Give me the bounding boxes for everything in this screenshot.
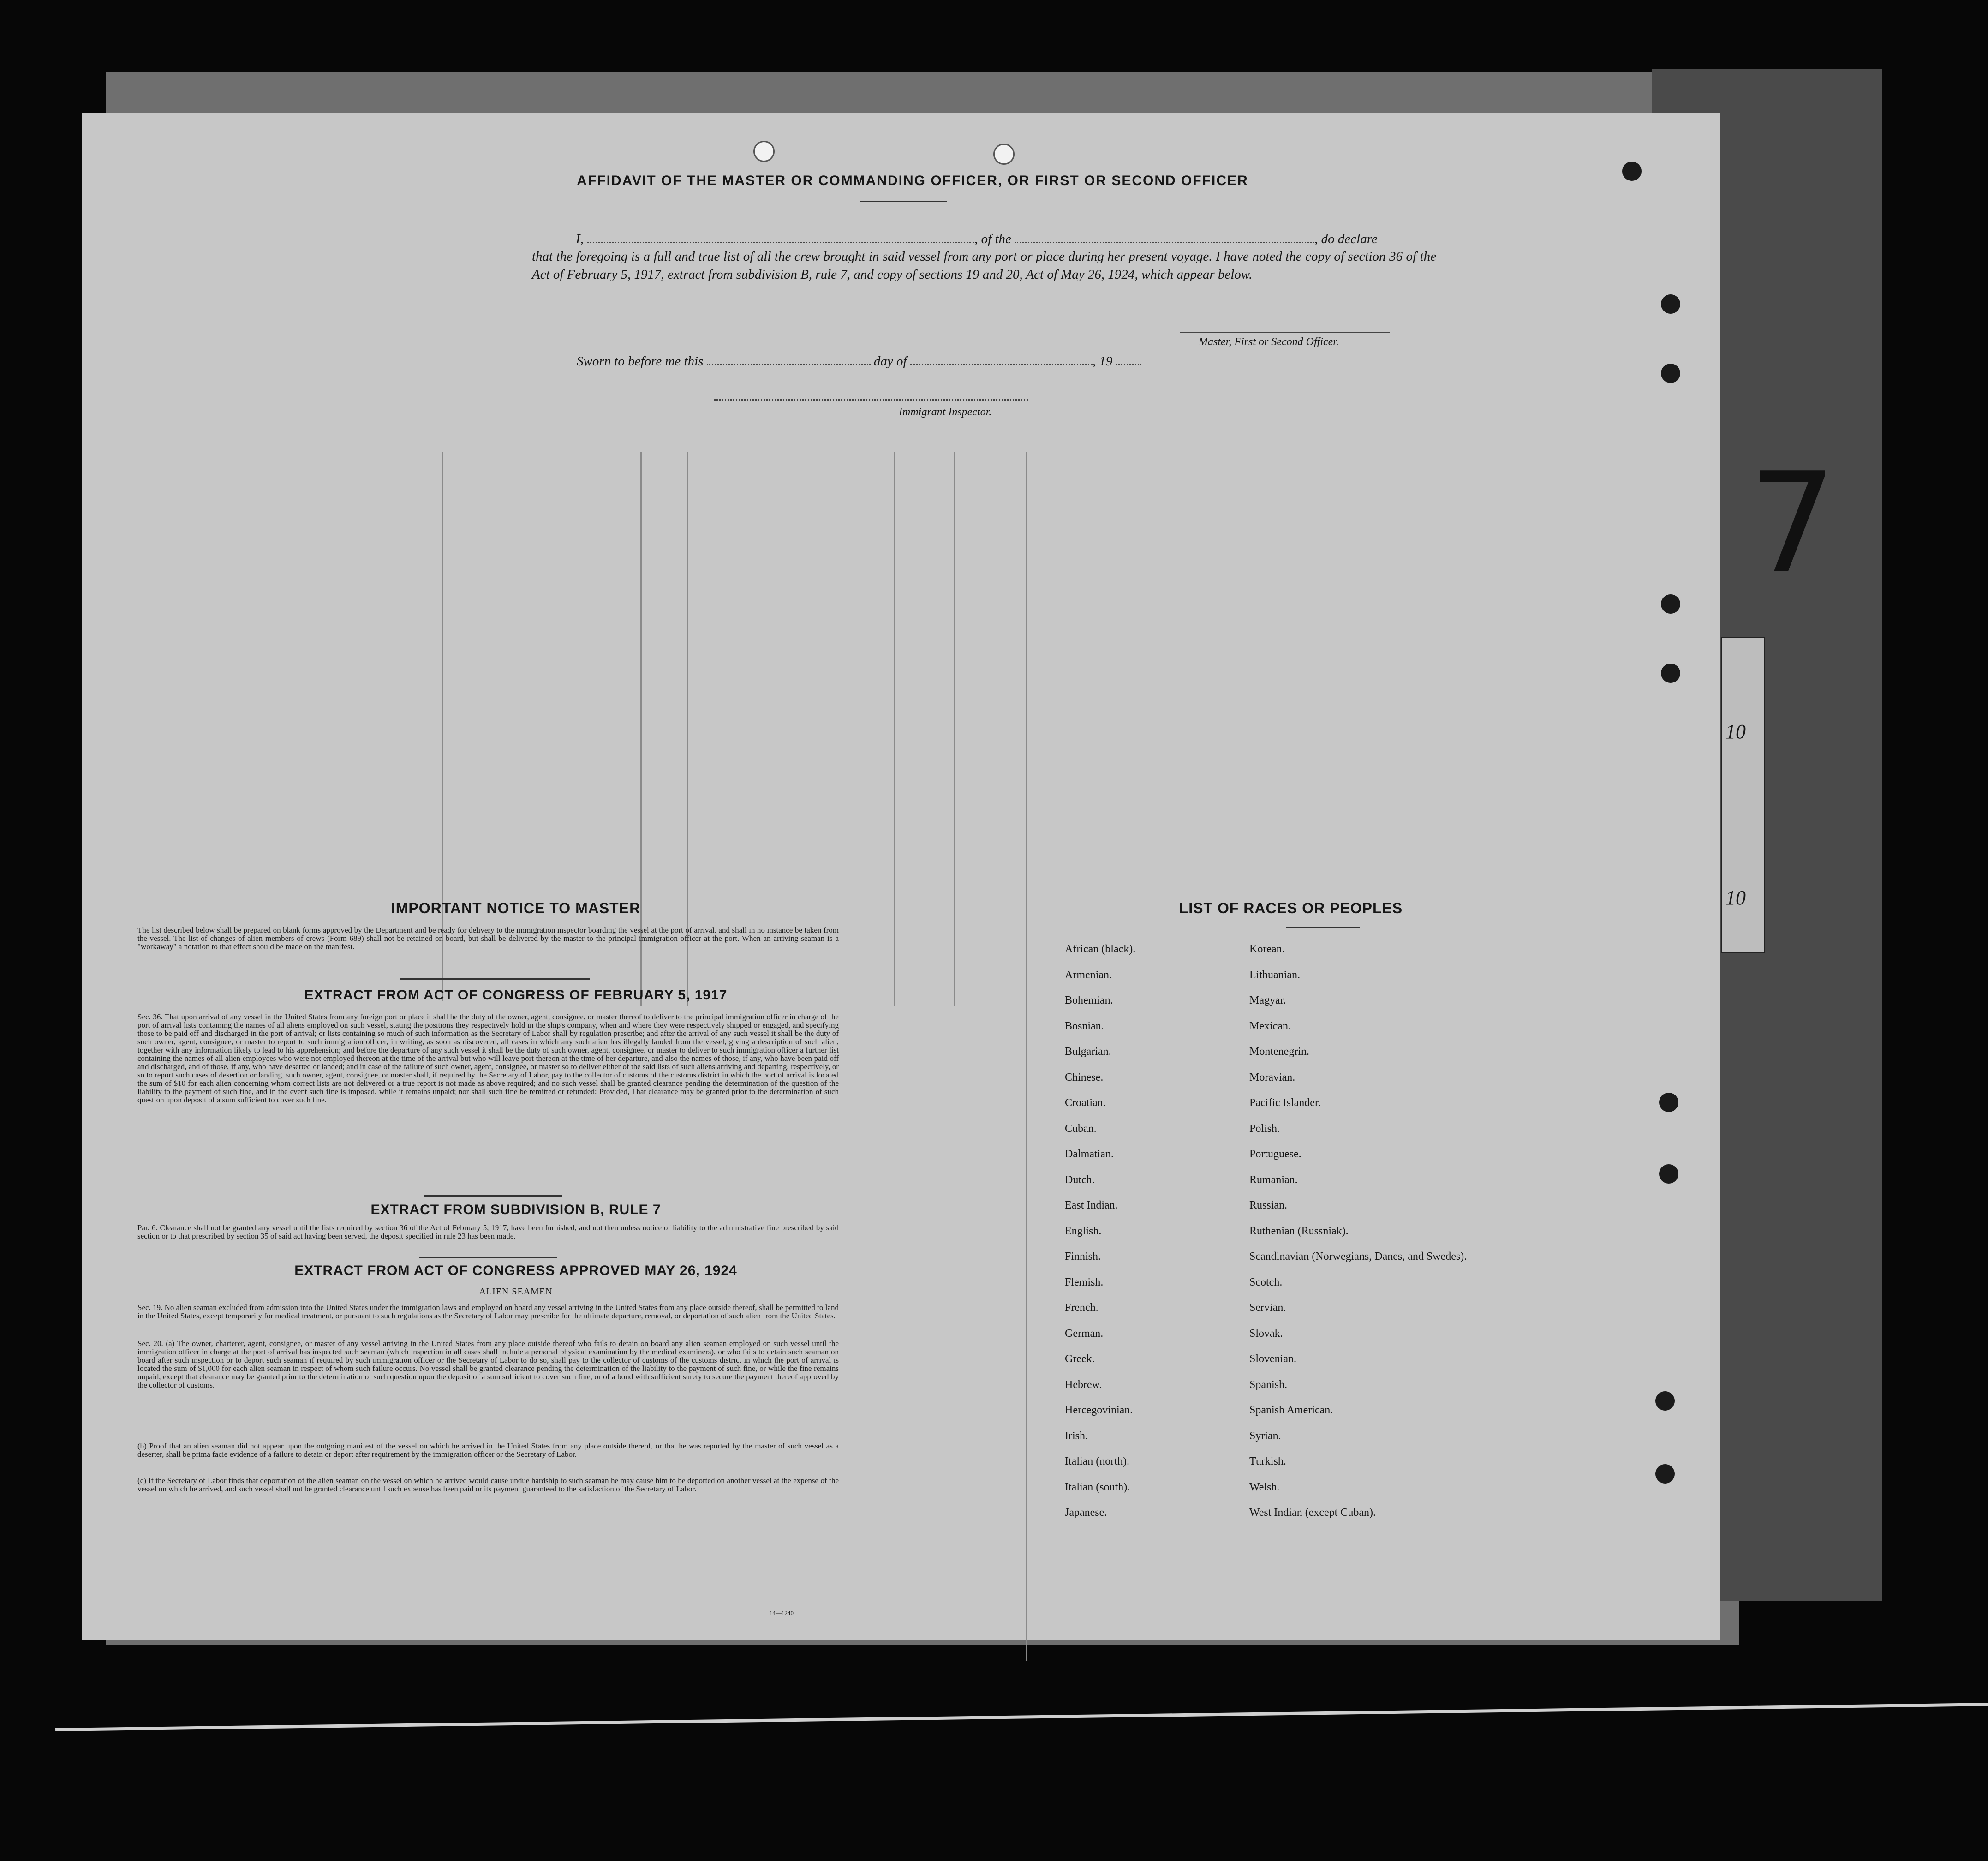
binder-hole (1661, 364, 1680, 383)
inspector-signature-line[interactable] (714, 399, 1028, 401)
declaration-pronoun: I, (576, 232, 584, 246)
race-item: Servian. (1249, 1302, 1286, 1314)
race-item: East Indian. (1065, 1199, 1118, 1211)
binder-hole (1655, 1391, 1675, 1411)
race-item: Dalmatian. (1065, 1148, 1114, 1160)
notice-title: IMPORTANT NOTICE TO MASTER (391, 900, 641, 916)
race-item: Hercegovinian. (1065, 1404, 1133, 1416)
column-rule (640, 452, 642, 1006)
race-item: Syrian. (1249, 1430, 1281, 1442)
binder-hole (1622, 162, 1642, 181)
sworn-year-prefix: , 19 (1092, 354, 1113, 369)
column-rule (894, 452, 895, 1006)
extract-1924-subtitle: ALIEN SEAMEN (479, 1287, 553, 1297)
officer-name-field[interactable] (587, 231, 974, 243)
race-item: French. (1065, 1302, 1098, 1314)
race-item: Bosnian. (1065, 1020, 1104, 1032)
column-rule (687, 452, 688, 1006)
race-item: Italian (south). (1065, 1481, 1130, 1493)
binder-hole (1659, 1164, 1678, 1184)
affidavit-title: AFFIDAVIT OF THE MASTER OR COMMANDING OFFICER, OR FIRST OR SECOND OFFICER (577, 173, 1248, 188)
race-item: Spanish American. (1249, 1404, 1333, 1416)
race-item: Pacific Islander. (1249, 1097, 1321, 1109)
sworn-prefix: Sworn to before me this (577, 354, 704, 369)
race-item: Ruthenian (Russniak). (1249, 1225, 1349, 1237)
races-list-right (1249, 944, 1467, 1533)
race-item: Slovenian. (1249, 1353, 1296, 1365)
extract-1924-sec20a: Sec. 20. (a) The owner, charterer, agent, consignee, or master of any vessel arriving in the United States from any place outside thereof who fails to detain on board any alien seaman employed on such vessel until the immigration officer in charge at the port of arrival has inspected such seaman (which inspection in all cases shall include a personal physical examination by the medical examiners), or who fails to detain such seaman on board after such inspection or to deport such seaman if required by such immigration officer or the Secretary of Labor to do so, shall pay to the collector of customs of the customs district in which the port of arrival is located the sum of $1,000 for each alien seaman in respect of whom such failure occurs. No vessel shall be granted clearance pending the determination of the liability to the payment of such fine, or while the fine remains unpaid, except that clearance may be granted prior to the determination of such question upon the deposit of a sum sufficient to cover such fine, or of a bond with sufficient surety to secure the payment thereof approved by the collector of customs. (137, 1339, 839, 1389)
sworn-month-field[interactable] (910, 353, 1093, 365)
binder-hole (1659, 1093, 1678, 1112)
section-rule (419, 1257, 557, 1258)
race-item: African (black). (1065, 943, 1136, 955)
form-number: 14—1240 (770, 1610, 794, 1616)
sworn-year-field[interactable] (1116, 353, 1141, 365)
race-item: Irish. (1065, 1430, 1088, 1442)
race-item: Bulgarian. (1065, 1046, 1111, 1058)
races-title: LIST OF RACES OR PEOPLES (1179, 900, 1403, 916)
title-rule (860, 201, 947, 202)
extract-1924-title: EXTRACT FROM ACT OF CONGRESS APPROVED MAY 26, 1924 (294, 1263, 737, 1278)
race-item: Rumanian. (1249, 1173, 1298, 1186)
tab-handwritten-top: 10 (1725, 720, 1746, 743)
race-item: Italian (north). (1065, 1455, 1129, 1467)
race-item: Flemish. (1065, 1276, 1104, 1288)
column-rule (1026, 452, 1027, 1661)
extract-rule7-text: Par. 6. Clearance shall not be granted any vessel until the lists required by section 36 of the Act of February 5, 1917, have been furnished, and not then unless notice of liability to the administrative fine prescribed by said section or to that prescribed by section 35 of said act having been served, the deposit specified in rule 23 has been made. (137, 1223, 839, 1240)
race-item: Finnish. (1065, 1251, 1101, 1263)
vessel-name-field[interactable] (1015, 231, 1314, 243)
race-item: Lithuanian. (1249, 969, 1300, 981)
extract-1924-sec19: Sec. 19. No alien seaman excluded from admission into the United States under the immigration laws and employed on board any vessel arriving in the United States from any place outside thereof, shall be permitted to land in the United States, except temporarily for medical treatment, or pursuant to such regulations as the Secretary of Labor may prescribe for the ultimate departure, removal, or deportation of such alien from the United States. (137, 1303, 839, 1320)
race-item: Scandinavian (Norwegians, Danes, and Swedes). (1249, 1251, 1467, 1263)
race-item: Hebrew. (1065, 1378, 1102, 1391)
race-item: Bohemian. (1065, 994, 1113, 1006)
race-item: Magyar. (1249, 994, 1286, 1006)
declaration-of-the: , of the (974, 232, 1011, 246)
declaration-row (576, 231, 1378, 247)
race-item: Armenian. (1065, 969, 1112, 981)
punch-hole (993, 144, 1015, 165)
binder-hole (1661, 594, 1680, 614)
handwritten-page-mark: 7 (1749, 443, 1837, 604)
section-rule (400, 978, 590, 980)
sworn-row (577, 353, 1141, 369)
race-item: Turkish. (1249, 1455, 1286, 1467)
race-item: Russian. (1249, 1199, 1288, 1211)
race-item: Montenegrin. (1249, 1046, 1309, 1058)
race-item: Spanish. (1249, 1378, 1288, 1391)
race-item: Welsh. (1249, 1481, 1280, 1493)
punch-hole (753, 141, 775, 162)
race-item: Slovak. (1249, 1327, 1283, 1340)
extract-1917-title: EXTRACT FROM ACT OF CONGRESS OF FEBRUARY 5, 1917 (304, 987, 728, 1003)
race-item: Scotch. (1249, 1276, 1283, 1288)
declaration-body: that the foregoing is a full and true list of all the crew brought in said vessel from any port or place during her present voyage. I have noted the copy of section 36 of the Act of February 5, 1917, extract from subdivision B, rule 7, and copy of sections 19 and 20, Act of May 26, 1924, which appear below. (532, 249, 1436, 282)
extract-1924-sec20c: (c) If the Secretary of Labor finds that deportation of the alien seaman on the vessel on which he arrived would cause undue hardship to such seaman he may cause him to be deported on another vessel at the expense of the vessel on which he arrived, and such vessel shall not be granted clearance until such expense has been paid or its payment guaranteed to the satisfaction of the Secretary of Labor. (137, 1476, 839, 1493)
race-item: Cuban. (1065, 1122, 1097, 1135)
section-rule (424, 1195, 562, 1197)
binder-hole (1655, 1464, 1675, 1484)
races-rule (1286, 927, 1360, 928)
extract-rule7-title: EXTRACT FROM SUBDIVISION B, RULE 7 (370, 1202, 661, 1217)
extract-1924-sec20b: (b) Proof that an alien seaman did not appear upon the outgoing manifest of the vessel on which he arrived in the United States from any place outside thereof, or that he was reported by the master of such vessel as a deserter, shall be prima facie evidence of a failure to detain or deport after requirement by the immigration officer or the Secretary of Labor. (137, 1442, 839, 1459)
declaration-do-declare: , do declare (1314, 232, 1378, 246)
binder-hole (1661, 294, 1680, 314)
race-item: Portuguese. (1249, 1148, 1301, 1160)
sworn-day-of: day of (873, 354, 907, 369)
race-item: English. (1065, 1225, 1102, 1237)
race-item: Dutch. (1065, 1173, 1095, 1186)
race-item: Croatian. (1065, 1097, 1106, 1109)
races-list-left (1065, 944, 1135, 1533)
race-item: Polish. (1249, 1122, 1280, 1135)
race-item: West Indian (except Cuban). (1249, 1507, 1376, 1519)
inspector-label: Immigrant Inspector. (899, 406, 992, 418)
race-item: Moravian. (1249, 1071, 1295, 1083)
race-item: German. (1065, 1327, 1104, 1340)
signature-line[interactable] (1180, 332, 1390, 333)
race-item: Korean. (1249, 943, 1285, 955)
extract-1917-text: Sec. 36. That upon arrival of any vessel in the United States from any foreign port or place it shall be the duty of the owner, agent, consignee, or master thereof to deliver to the principal immigration officer in charge of the port of arrival lists containing the names of all aliens employed on such vessel, stating the positions they respectively hold in the ship's company, when and where they were respectively shipped or engaged, and specifying those to be paid off and discharged in the port of arrival; or lists containing so much of such information as the Secretary of Labor shall by regulation prescribe; and after the arrival of any such vessel it shall be the duty of such owner, agent, consignee, or master to report to such immigration officer, in writing, as soon as discovered, all cases in which any such alien has illegally landed from the vessel, giving a description of such alien, together with any information likely to lead to his apprehension; and before the departure of any such vessel it shall be the duty of such owner, agent, consignee, or master to deliver to such immigration officer a further list containing the names of all alien employees who were not employed thereon at the time of the arrival but who will leave port thereon at the time of her departure, and also the names of those, if any, who have been paid off and discharged, and of those, if any, who have deserted or landed; and in case of the failure of such owner, agent, consignee, or master so to deliver either of the said lists of such aliens arriving and departing, respectively, or so to report such cases of desertion or landing, such owner, agent, consignee, or master shall, if required by the Secretary of Labor, pay to the collector of customs of the customs district in which the port of arrival is located the sum of $10 for each alien concerning whom correct lists are not delivered or a true report is not made as above required; and no such vessel shall be granted clearance pending the determination of the question of the liability to the payment of such fine, and in the event such fine is imposed, while it remains unpaid; nor shall such fine be remitted or refunded: Provided, That clearance may be granted prior to the determination of such question upon deposit of a sum sufficient to cover such fine. (137, 1012, 839, 1104)
scanner-edge-line (55, 1703, 1988, 1731)
notice-text: The list described below shall be prepared on blank forms approved by the Department and be ready for delivery to the immigration inspector boarding the vessel at the port of arrival, and shall in no instance be taken from the vessel. The list of changes of alien members of crews (Form 689) shall not be retained on board, but shall be delivered by the master to the principal immigration officer at the port. When an arriving seaman is a "workaway" a notation to that effect should be made on the manifest. (137, 926, 839, 951)
sworn-day-field[interactable] (707, 353, 871, 365)
tab-handwritten-bottom: 10 (1725, 886, 1746, 909)
column-rule (954, 452, 955, 1006)
race-item: Chinese. (1065, 1071, 1104, 1083)
signature-label: Master, First or Second Officer. (1199, 336, 1339, 348)
race-item: Mexican. (1249, 1020, 1291, 1032)
race-item: Greek. (1065, 1353, 1095, 1365)
binder-hole (1661, 664, 1680, 683)
manifest-page (82, 113, 1720, 1640)
race-item: Japanese. (1065, 1507, 1107, 1519)
column-rule (442, 452, 443, 1001)
